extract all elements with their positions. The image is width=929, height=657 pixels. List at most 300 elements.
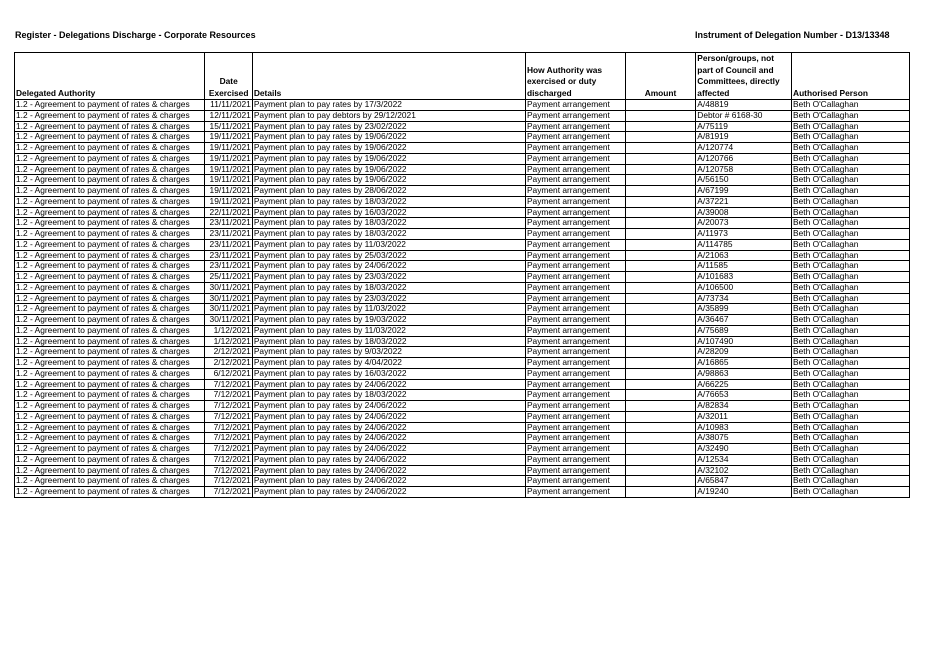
table-row: [15, 315, 910, 326]
cell-authorised-person: Beth O'Callaghan: [792, 218, 910, 229]
table-row: [15, 465, 910, 476]
cell-details: Payment plan to pay rates by 24/06/2022: [252, 433, 525, 444]
cell-person-affected: A/76653: [696, 390, 792, 401]
cell-how-discharged: Payment arrangement: [525, 164, 625, 175]
cell-authorised-person: Beth O'Callaghan: [792, 143, 910, 154]
cell-person-affected: A/98863: [696, 368, 792, 379]
col-header-details-label: Details: [253, 87, 282, 98]
cell-person-affected: A/28209: [696, 347, 792, 358]
cell-amount: [625, 368, 696, 379]
cell-details: Payment plan to pay rates by 25/03/2022: [252, 250, 525, 261]
col-header-authorised-person: [792, 53, 910, 100]
table-row: [15, 358, 910, 369]
table-row: [15, 422, 910, 433]
cell-person-affected: A/11973: [696, 229, 792, 240]
cell-person-affected: A/101683: [696, 272, 792, 283]
cell-date-exercised: 23/11/2021: [205, 250, 252, 261]
table-row: [15, 186, 910, 197]
cell-person-affected: A/56150: [696, 175, 792, 186]
cell-delegated-authority: 1.2 - Agreement to payment of rates & charges: [15, 250, 205, 261]
cell-amount: [625, 239, 696, 250]
cell-delegated-authority: 1.2 - Agreement to payment of rates & charges: [15, 282, 205, 293]
cell-person-affected: A/81919: [696, 132, 792, 143]
cell-delegated-authority: 1.2 - Agreement to payment of rates & charges: [15, 487, 205, 498]
cell-person-affected: A/10983: [696, 422, 792, 433]
cell-amount: [625, 218, 696, 229]
cell-person-affected: A/73734: [696, 293, 792, 304]
cell-authorised-person: Beth O'Callaghan: [792, 175, 910, 186]
cell-date-exercised: 23/11/2021: [205, 261, 252, 272]
cell-how-discharged: Payment arrangement: [525, 358, 625, 369]
cell-how-discharged: Payment arrangement: [525, 347, 625, 358]
cell-details: Payment plan to pay rates by 24/06/2022: [252, 401, 525, 412]
cell-how-discharged: Payment arrangement: [525, 132, 625, 143]
cell-person-affected: A/39008: [696, 207, 792, 218]
cell-details: Payment plan to pay rates by 28/06/2022: [252, 186, 525, 197]
cell-how-discharged: Payment arrangement: [525, 272, 625, 283]
cell-date-exercised: 19/11/2021: [205, 132, 252, 143]
col-header-person-line4: affected: [697, 87, 730, 98]
cell-amount: [625, 196, 696, 207]
cell-person-affected: A/75119: [696, 121, 792, 132]
col-header-date-exercised: [205, 53, 252, 100]
cell-authorised-person: Beth O'Callaghan: [792, 379, 910, 390]
cell-details: Payment plan to pay rates by 19/03/2022: [252, 315, 525, 326]
cell-how-discharged: Payment arrangement: [525, 336, 625, 347]
cell-how-discharged: Payment arrangement: [525, 401, 625, 412]
cell-details: Payment plan to pay rates by 11/03/2022: [252, 325, 525, 336]
cell-details: Payment plan to pay rates by 17/3/2022: [252, 100, 525, 111]
cell-date-exercised: 7/12/2021: [205, 422, 252, 433]
col-header-how-line3: discharged: [526, 87, 572, 98]
table-row: [15, 132, 910, 143]
table-row: [15, 454, 910, 465]
cell-how-discharged: Payment arrangement: [525, 143, 625, 154]
cell-amount: [625, 411, 696, 422]
cell-how-discharged: Payment arrangement: [525, 196, 625, 207]
col-header-delegated-authority: [15, 53, 205, 100]
cell-date-exercised: 2/12/2021: [205, 347, 252, 358]
cell-authorised-person: Beth O'Callaghan: [792, 454, 910, 465]
cell-person-affected: Debtor # 6168-30: [696, 110, 792, 121]
cell-date-exercised: 23/11/2021: [205, 239, 252, 250]
cell-delegated-authority: 1.2 - Agreement to payment of rates & charges: [15, 143, 205, 154]
cell-amount: [625, 272, 696, 283]
cell-date-exercised: 7/12/2021: [205, 444, 252, 455]
cell-authorised-person: Beth O'Callaghan: [792, 164, 910, 175]
cell-details: Payment plan to pay rates by 18/03/2022: [252, 196, 525, 207]
cell-how-discharged: Payment arrangement: [525, 304, 625, 315]
col-header-person-affected: [696, 53, 792, 100]
cell-authorised-person: Beth O'Callaghan: [792, 272, 910, 283]
cell-details: Payment plan to pay rates by 24/06/2022: [252, 454, 525, 465]
table-row: [15, 379, 910, 390]
cell-date-exercised: 25/11/2021: [205, 272, 252, 283]
cell-person-affected: A/120774: [696, 143, 792, 154]
cell-amount: [625, 315, 696, 326]
cell-how-discharged: Payment arrangement: [525, 476, 625, 487]
cell-delegated-authority: 1.2 - Agreement to payment of rates & charges: [15, 476, 205, 487]
cell-amount: [625, 325, 696, 336]
cell-amount: [625, 293, 696, 304]
cell-how-discharged: Payment arrangement: [525, 444, 625, 455]
cell-amount: [625, 261, 696, 272]
cell-amount: [625, 444, 696, 455]
cell-delegated-authority: 1.2 - Agreement to payment of rates & charges: [15, 315, 205, 326]
cell-details: Payment plan to pay rates by 24/06/2022: [252, 444, 525, 455]
cell-authorised-person: Beth O'Callaghan: [792, 358, 910, 369]
cell-details: Payment plan to pay rates by 23/03/2022: [252, 272, 525, 283]
cell-person-affected: A/82834: [696, 401, 792, 412]
cell-authorised-person: Beth O'Callaghan: [792, 100, 910, 111]
cell-delegated-authority: 1.2 - Agreement to payment of rates & charges: [15, 132, 205, 143]
cell-person-affected: A/75689: [696, 325, 792, 336]
cell-date-exercised: 7/12/2021: [205, 487, 252, 498]
cell-how-discharged: Payment arrangement: [525, 390, 625, 401]
cell-amount: [625, 454, 696, 465]
col-header-how-discharged: [525, 53, 625, 100]
col-header-delegated-authority-label: Delegated Authority: [16, 87, 96, 98]
cell-details: Payment plan to pay rates by 18/03/2022: [252, 282, 525, 293]
cell-how-discharged: Payment arrangement: [525, 250, 625, 261]
cell-delegated-authority: 1.2 - Agreement to payment of rates & charges: [15, 100, 205, 111]
cell-amount: [625, 132, 696, 143]
cell-delegated-authority: 1.2 - Agreement to payment of rates & charges: [15, 390, 205, 401]
cell-delegated-authority: 1.2 - Agreement to payment of rates & charges: [15, 229, 205, 240]
cell-date-exercised: 7/12/2021: [205, 465, 252, 476]
cell-details: Payment plan to pay rates by 23/03/2022: [252, 293, 525, 304]
cell-amount: [625, 164, 696, 175]
cell-authorised-person: Beth O'Callaghan: [792, 239, 910, 250]
instrument-number: Instrument of Delegation Number - D13/13348: [695, 30, 890, 40]
cell-authorised-person: Beth O'Callaghan: [792, 304, 910, 315]
table-row: [15, 325, 910, 336]
cell-delegated-authority: 1.2 - Agreement to payment of rates & charges: [15, 175, 205, 186]
cell-amount: [625, 143, 696, 154]
cell-delegated-authority: 1.2 - Agreement to payment of rates & charges: [15, 304, 205, 315]
cell-how-discharged: Payment arrangement: [525, 218, 625, 229]
cell-details: Payment plan to pay rates by 24/06/2022: [252, 411, 525, 422]
table-row: [15, 347, 910, 358]
cell-person-affected: A/32490: [696, 444, 792, 455]
cell-person-affected: A/32011: [696, 411, 792, 422]
cell-authorised-person: Beth O'Callaghan: [792, 315, 910, 326]
cell-delegated-authority: 1.2 - Agreement to payment of rates & charges: [15, 368, 205, 379]
cell-delegated-authority: 1.2 - Agreement to payment of rates & charges: [15, 196, 205, 207]
cell-authorised-person: Beth O'Callaghan: [792, 250, 910, 261]
cell-authorised-person: Beth O'Callaghan: [792, 261, 910, 272]
cell-delegated-authority: 1.2 - Agreement to payment of rates & charges: [15, 379, 205, 390]
cell-amount: [625, 347, 696, 358]
cell-how-discharged: Payment arrangement: [525, 487, 625, 498]
cell-person-affected: A/114785: [696, 239, 792, 250]
table-row: [15, 164, 910, 175]
cell-authorised-person: Beth O'Callaghan: [792, 121, 910, 132]
cell-how-discharged: Payment arrangement: [525, 433, 625, 444]
cell-person-affected: A/120758: [696, 164, 792, 175]
cell-details: Payment plan to pay rates by 23/02/2022: [252, 121, 525, 132]
cell-delegated-authority: 1.2 - Agreement to payment of rates & charges: [15, 444, 205, 455]
col-header-details: [252, 53, 525, 100]
cell-delegated-authority: 1.2 - Agreement to payment of rates & charges: [15, 411, 205, 422]
table-row: [15, 476, 910, 487]
cell-how-discharged: Payment arrangement: [525, 100, 625, 111]
cell-authorised-person: Beth O'Callaghan: [792, 401, 910, 412]
cell-person-affected: A/20073: [696, 218, 792, 229]
cell-how-discharged: Payment arrangement: [525, 379, 625, 390]
cell-amount: [625, 476, 696, 487]
cell-date-exercised: 7/12/2021: [205, 476, 252, 487]
cell-details: Payment plan to pay rates by 24/06/2022: [252, 261, 525, 272]
cell-date-exercised: 22/11/2021: [205, 207, 252, 218]
cell-person-affected: A/21063: [696, 250, 792, 261]
cell-details: Payment plan to pay rates by 24/06/2022: [252, 476, 525, 487]
cell-date-exercised: 30/11/2021: [205, 304, 252, 315]
cell-date-exercised: 1/12/2021: [205, 336, 252, 347]
cell-delegated-authority: 1.2 - Agreement to payment of rates & charges: [15, 164, 205, 175]
table-row: [15, 411, 910, 422]
table-row: [15, 336, 910, 347]
cell-amount: [625, 336, 696, 347]
table-row: [15, 153, 910, 164]
cell-authorised-person: Beth O'Callaghan: [792, 433, 910, 444]
cell-details: Payment plan to pay rates by 19/06/2022: [252, 132, 525, 143]
cell-how-discharged: Payment arrangement: [525, 229, 625, 240]
cell-authorised-person: Beth O'Callaghan: [792, 293, 910, 304]
cell-authorised-person: Beth O'Callaghan: [792, 153, 910, 164]
cell-date-exercised: 7/12/2021: [205, 379, 252, 390]
table-row: [15, 218, 910, 229]
register-title: Register - Delegations Discharge - Corporate Resources: [15, 30, 256, 40]
col-header-date-line1: Date: [219, 76, 238, 86]
cell-details: Payment plan to pay rates by 18/03/2022: [252, 218, 525, 229]
table-body: [15, 100, 910, 498]
cell-details: Payment plan to pay rates by 19/06/2022: [252, 153, 525, 164]
cell-delegated-authority: 1.2 - Agreement to payment of rates & charges: [15, 401, 205, 412]
cell-amount: [625, 358, 696, 369]
cell-authorised-person: Beth O'Callaghan: [792, 196, 910, 207]
cell-details: Payment plan to pay rates by 19/06/2022: [252, 164, 525, 175]
cell-person-affected: A/36467: [696, 315, 792, 326]
table-row: [15, 401, 910, 412]
cell-date-exercised: 23/11/2021: [205, 218, 252, 229]
cell-how-discharged: Payment arrangement: [525, 175, 625, 186]
cell-date-exercised: 7/12/2021: [205, 454, 252, 465]
table-row: [15, 433, 910, 444]
cell-date-exercised: 7/12/2021: [205, 390, 252, 401]
cell-date-exercised: 2/12/2021: [205, 358, 252, 369]
cell-authorised-person: Beth O'Callaghan: [792, 282, 910, 293]
cell-person-affected: A/11585: [696, 261, 792, 272]
cell-details: Payment plan to pay rates by 4/04/2022: [252, 358, 525, 369]
cell-amount: [625, 229, 696, 240]
cell-amount: [625, 433, 696, 444]
cell-delegated-authority: 1.2 - Agreement to payment of rates & charges: [15, 153, 205, 164]
cell-date-exercised: 19/11/2021: [205, 143, 252, 154]
cell-details: Payment plan to pay rates by 24/06/2022: [252, 487, 525, 498]
cell-delegated-authority: 1.2 - Agreement to payment of rates & charges: [15, 218, 205, 229]
cell-person-affected: A/66225: [696, 379, 792, 390]
table-row: [15, 175, 910, 186]
cell-date-exercised: 7/12/2021: [205, 411, 252, 422]
cell-delegated-authority: 1.2 - Agreement to payment of rates & charges: [15, 336, 205, 347]
cell-how-discharged: Payment arrangement: [525, 153, 625, 164]
cell-how-discharged: Payment arrangement: [525, 282, 625, 293]
cell-details: Payment plan to pay rates by 9/03/2022: [252, 347, 525, 358]
cell-authorised-person: Beth O'Callaghan: [792, 132, 910, 143]
cell-delegated-authority: 1.2 - Agreement to payment of rates & charges: [15, 272, 205, 283]
cell-authorised-person: Beth O'Callaghan: [792, 465, 910, 476]
cell-authorised-person: Beth O'Callaghan: [792, 476, 910, 487]
col-header-amount: [625, 53, 696, 100]
cell-person-affected: A/32102: [696, 465, 792, 476]
cell-authorised-person: Beth O'Callaghan: [792, 368, 910, 379]
cell-authorised-person: Beth O'Callaghan: [792, 325, 910, 336]
table-row: [15, 487, 910, 498]
cell-details: Payment plan to pay rates by 11/03/2022: [252, 304, 525, 315]
cell-amount: [625, 175, 696, 186]
delegations-table: [14, 52, 910, 498]
cell-person-affected: A/38075: [696, 433, 792, 444]
cell-person-affected: A/35899: [696, 304, 792, 315]
col-header-person-line2: part of Council and: [697, 64, 774, 75]
cell-details: Payment plan to pay rates by 18/03/2022: [252, 229, 525, 240]
cell-delegated-authority: 1.2 - Agreement to payment of rates & charges: [15, 186, 205, 197]
cell-person-affected: A/19240: [696, 487, 792, 498]
cell-delegated-authority: 1.2 - Agreement to payment of rates & charges: [15, 293, 205, 304]
cell-person-affected: A/12534: [696, 454, 792, 465]
cell-delegated-authority: 1.2 - Agreement to payment of rates & charges: [15, 454, 205, 465]
cell-delegated-authority: 1.2 - Agreement to payment of rates & charges: [15, 325, 205, 336]
cell-person-affected: A/16865: [696, 358, 792, 369]
table-row: [15, 304, 910, 315]
cell-date-exercised: 7/12/2021: [205, 401, 252, 412]
col-header-authorised-person-label: Authorised Person: [793, 87, 868, 98]
cell-date-exercised: 19/11/2021: [205, 153, 252, 164]
cell-date-exercised: 30/11/2021: [205, 282, 252, 293]
cell-delegated-authority: 1.2 - Agreement to payment of rates & charges: [15, 261, 205, 272]
cell-how-discharged: Payment arrangement: [525, 186, 625, 197]
cell-date-exercised: 12/11/2021: [205, 110, 252, 121]
cell-date-exercised: 15/11/2021: [205, 121, 252, 132]
cell-authorised-person: Beth O'Callaghan: [792, 336, 910, 347]
cell-person-affected: A/48819: [696, 100, 792, 111]
cell-authorised-person: Beth O'Callaghan: [792, 110, 910, 121]
col-header-date-line2: Exercised: [208, 87, 249, 98]
cell-date-exercised: 6/12/2021: [205, 368, 252, 379]
cell-details: Payment plan to pay rates by 24/06/2022: [252, 422, 525, 433]
cell-authorised-person: Beth O'Callaghan: [792, 444, 910, 455]
cell-amount: [625, 250, 696, 261]
cell-amount: [625, 100, 696, 111]
cell-date-exercised: 19/11/2021: [205, 164, 252, 175]
cell-details: Payment plan to pay rates by 18/03/2022: [252, 390, 525, 401]
col-header-person-line1: Person/groups, not: [697, 53, 775, 63]
cell-amount: [625, 487, 696, 498]
cell-delegated-authority: 1.2 - Agreement to payment of rates & charges: [15, 433, 205, 444]
cell-details: Payment plan to pay rates by 11/03/2022: [252, 239, 525, 250]
cell-details: Payment plan to pay rates by 19/06/2022: [252, 143, 525, 154]
col-header-amount-label: Amount: [644, 87, 677, 98]
cell-details: Payment plan to pay rates by 16/03/2022: [252, 368, 525, 379]
col-header-how-line2: exercised or duty: [526, 76, 597, 86]
cell-delegated-authority: 1.2 - Agreement to payment of rates & charges: [15, 121, 205, 132]
cell-authorised-person: Beth O'Callaghan: [792, 390, 910, 401]
col-header-person-line3: Committees, directly: [697, 76, 780, 86]
cell-amount: [625, 207, 696, 218]
cell-how-discharged: Payment arrangement: [525, 454, 625, 465]
table-header-row: [15, 53, 910, 100]
cell-person-affected: A/106500: [696, 282, 792, 293]
table-row: [15, 143, 910, 154]
cell-delegated-authority: 1.2 - Agreement to payment of rates & charges: [15, 465, 205, 476]
cell-authorised-person: Beth O'Callaghan: [792, 229, 910, 240]
table-row: [15, 250, 910, 261]
cell-amount: [625, 282, 696, 293]
table-row: [15, 229, 910, 240]
cell-details: Payment plan to pay rates by 24/06/2022: [252, 379, 525, 390]
table-row: [15, 239, 910, 250]
cell-amount: [625, 422, 696, 433]
col-header-how-line1: How Authority was: [526, 64, 603, 75]
cell-date-exercised: 23/11/2021: [205, 229, 252, 240]
cell-date-exercised: 7/12/2021: [205, 433, 252, 444]
cell-delegated-authority: 1.2 - Agreement to payment of rates & charges: [15, 110, 205, 121]
cell-how-discharged: Payment arrangement: [525, 368, 625, 379]
cell-how-discharged: Payment arrangement: [525, 293, 625, 304]
cell-authorised-person: Beth O'Callaghan: [792, 186, 910, 197]
cell-how-discharged: Payment arrangement: [525, 325, 625, 336]
cell-how-discharged: Payment arrangement: [525, 315, 625, 326]
cell-how-discharged: Payment arrangement: [525, 121, 625, 132]
cell-delegated-authority: 1.2 - Agreement to payment of rates & charges: [15, 207, 205, 218]
cell-how-discharged: Payment arrangement: [525, 411, 625, 422]
table-row: [15, 196, 910, 207]
cell-details: Payment plan to pay rates by 16/03/2022: [252, 207, 525, 218]
cell-authorised-person: Beth O'Callaghan: [792, 347, 910, 358]
cell-details: Payment plan to pay rates by 18/03/2022: [252, 336, 525, 347]
table-row: [15, 100, 910, 111]
table-row: [15, 261, 910, 272]
table-row: [15, 390, 910, 401]
cell-authorised-person: Beth O'Callaghan: [792, 487, 910, 498]
cell-details: Payment plan to pay rates by 19/06/2022: [252, 175, 525, 186]
cell-date-exercised: 30/11/2021: [205, 315, 252, 326]
cell-person-affected: A/120766: [696, 153, 792, 164]
cell-delegated-authority: 1.2 - Agreement to payment of rates & charges: [15, 422, 205, 433]
cell-date-exercised: 1/12/2021: [205, 325, 252, 336]
cell-amount: [625, 121, 696, 132]
cell-amount: [625, 110, 696, 121]
cell-date-exercised: 19/11/2021: [205, 175, 252, 186]
table-row: [15, 368, 910, 379]
cell-person-affected: A/37221: [696, 196, 792, 207]
cell-date-exercised: 19/11/2021: [205, 196, 252, 207]
cell-date-exercised: 19/11/2021: [205, 186, 252, 197]
cell-amount: [625, 379, 696, 390]
cell-authorised-person: Beth O'Callaghan: [792, 422, 910, 433]
table-row: [15, 282, 910, 293]
table-row: [15, 272, 910, 283]
cell-how-discharged: Payment arrangement: [525, 422, 625, 433]
cell-date-exercised: 30/11/2021: [205, 293, 252, 304]
cell-details: Payment plan to pay debtors by 29/12/2021: [252, 110, 525, 121]
cell-amount: [625, 186, 696, 197]
cell-amount: [625, 465, 696, 476]
cell-how-discharged: Payment arrangement: [525, 110, 625, 121]
cell-amount: [625, 153, 696, 164]
cell-how-discharged: Payment arrangement: [525, 239, 625, 250]
